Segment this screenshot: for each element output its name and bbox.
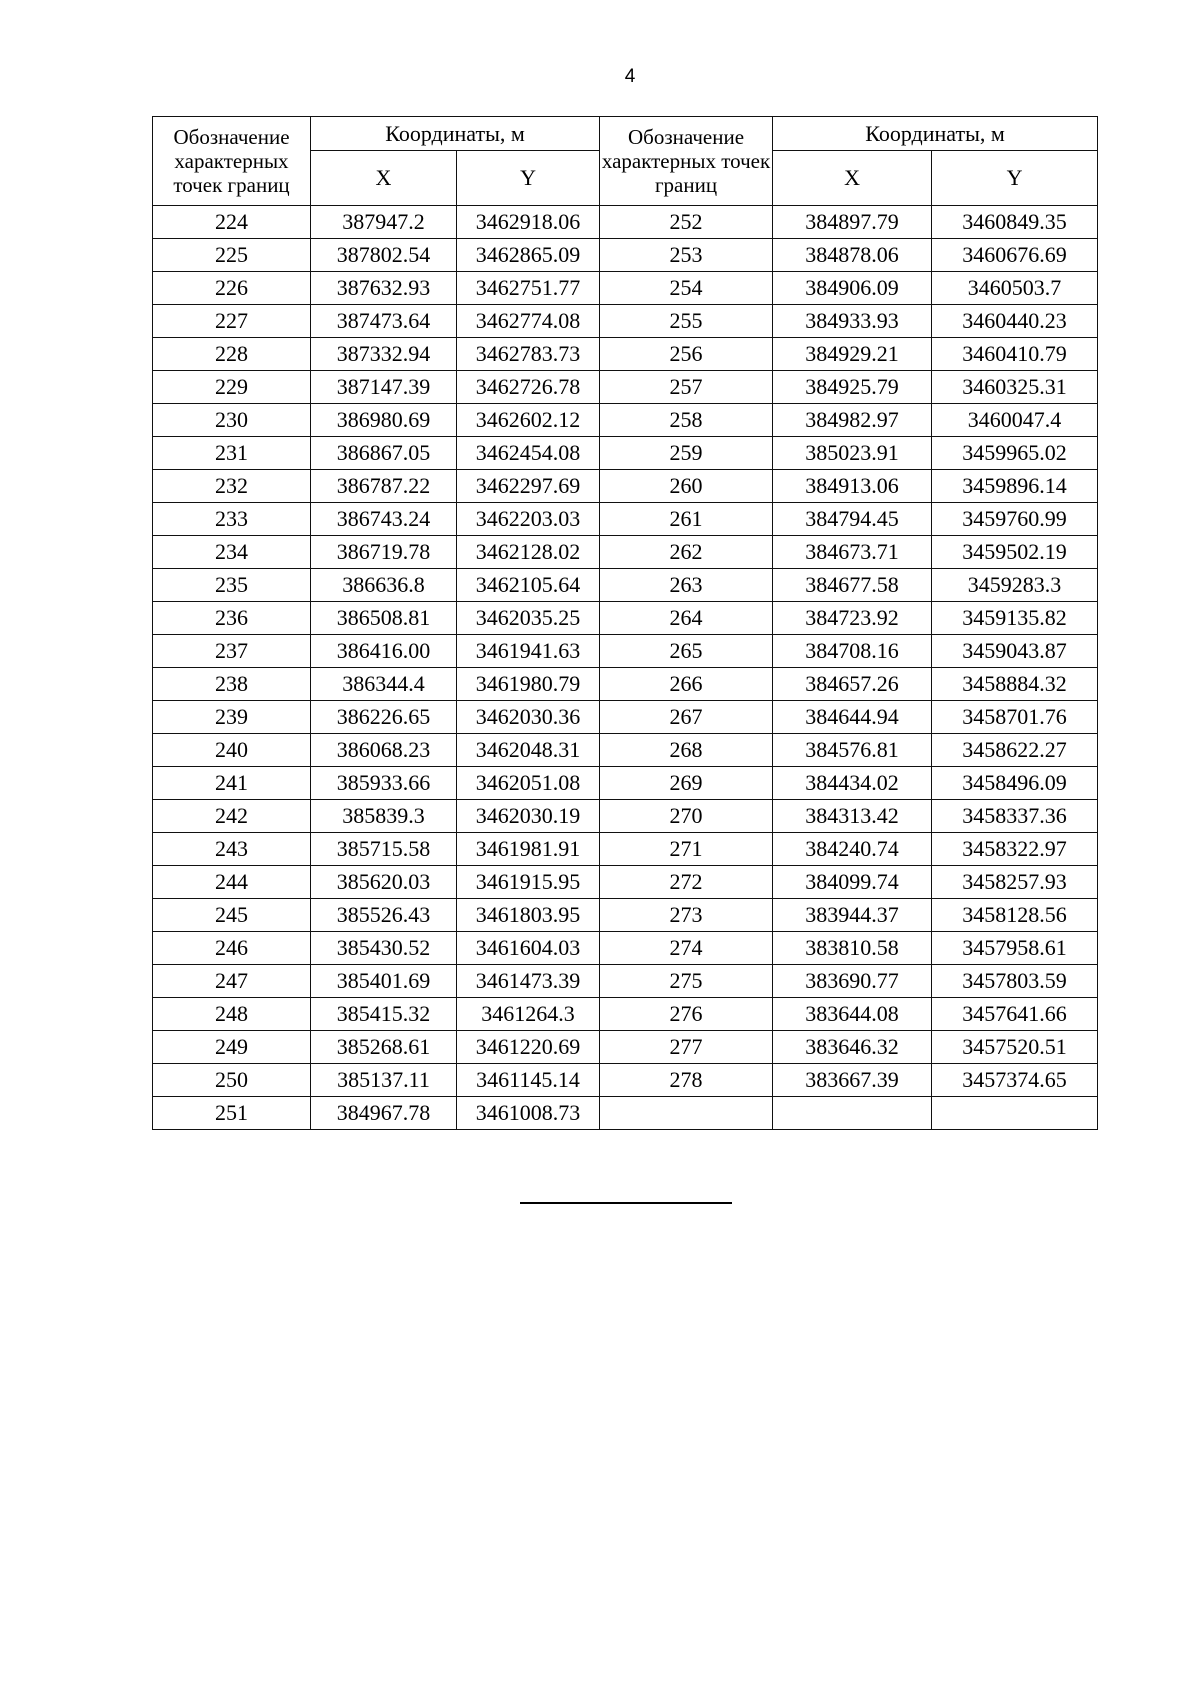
point-id-cell-left: 241 [153, 767, 311, 800]
x-coordinate-cell-left: 386980.69 [311, 404, 457, 437]
x-coordinate-cell-right: 384794.45 [773, 503, 932, 536]
y-coordinate-cell-right: 3460440.23 [932, 305, 1098, 338]
point-id-cell-right: 261 [600, 503, 773, 536]
y-coordinate-cell-left: 3462035.25 [457, 602, 600, 635]
x-coordinate-cell-left: 387802.54 [311, 239, 457, 272]
x-coordinate-cell-right: 384673.71 [773, 536, 932, 569]
y-coordinate-cell-right: 3457520.51 [932, 1031, 1098, 1064]
x-coordinate-cell-right: 384644.94 [773, 701, 932, 734]
table-row [153, 635, 1098, 668]
y-coordinate-cell-right: 3457803.59 [932, 965, 1098, 998]
page-number: 4 [624, 66, 636, 87]
y-coordinate-cell-left: 3462048.31 [457, 734, 600, 767]
point-id-cell-left: 238 [153, 668, 311, 701]
table-row [153, 668, 1098, 701]
y-coordinate-cell-right: 3458622.27 [932, 734, 1098, 767]
x-coordinate-cell-left: 386226.65 [311, 701, 457, 734]
y-coordinate-cell-right: 3457374.65 [932, 1064, 1098, 1097]
y-coordinate-cell-left: 3461604.03 [457, 932, 600, 965]
point-designation-header-left: Обозначение характерных точек границ [153, 117, 311, 206]
x-header-left: X [311, 151, 457, 206]
point-id-cell-right: 273 [600, 899, 773, 932]
table-row [153, 404, 1098, 437]
y-coordinate-cell-left: 3461145.14 [457, 1064, 600, 1097]
point-id-cell-right: 277 [600, 1031, 773, 1064]
point-id-cell-left: 249 [153, 1031, 311, 1064]
y-coordinate-cell-right: 3460503.7 [932, 272, 1098, 305]
table-row [153, 767, 1098, 800]
point-id-cell-left: 231 [153, 437, 311, 470]
point-id-cell-left: 239 [153, 701, 311, 734]
table-body [153, 206, 1098, 1130]
x-coordinate-cell-left: 385715.58 [311, 833, 457, 866]
point-id-cell-right: 271 [600, 833, 773, 866]
table-row [153, 701, 1098, 734]
x-coordinate-cell-right: 384897.79 [773, 206, 932, 239]
y-coordinate-cell-right: 3457958.61 [932, 932, 1098, 965]
point-id-cell-left: 228 [153, 338, 311, 371]
y-coordinate-cell-left: 3462454.08 [457, 437, 600, 470]
table-row [153, 272, 1098, 305]
y-coordinate-cell-right: 3460676.69 [932, 239, 1098, 272]
y-coordinate-cell-right: 3459283.3 [932, 569, 1098, 602]
table-row [153, 932, 1098, 965]
point-id-cell-right: 278 [600, 1064, 773, 1097]
point-id-cell-left: 244 [153, 866, 311, 899]
y-coordinate-cell-left: 3461980.79 [457, 668, 600, 701]
point-id-cell-right: 269 [600, 767, 773, 800]
table-row [153, 437, 1098, 470]
point-id-cell-left: 229 [153, 371, 311, 404]
y-coordinate-cell-left: 3461915.95 [457, 866, 600, 899]
x-coordinate-cell-right: 384657.26 [773, 668, 932, 701]
y-coordinate-cell-left: 3462128.02 [457, 536, 600, 569]
y-coordinate-cell-left: 3462030.36 [457, 701, 600, 734]
y-coordinate-cell-left: 3462918.06 [457, 206, 600, 239]
table-row [153, 965, 1098, 998]
y-coordinate-cell-left: 3462203.03 [457, 503, 600, 536]
x-coordinate-cell-left: 387147.39 [311, 371, 457, 404]
x-coordinate-cell-right: 384708.16 [773, 635, 932, 668]
y-coordinate-cell-left: 3461220.69 [457, 1031, 600, 1064]
point-id-cell-right: 276 [600, 998, 773, 1031]
point-id-cell-left: 227 [153, 305, 311, 338]
y-coordinate-cell-right: 3460849.35 [932, 206, 1098, 239]
y-coordinate-cell-left: 3462602.12 [457, 404, 600, 437]
point-id-cell-left: 237 [153, 635, 311, 668]
point-id-cell-right: 265 [600, 635, 773, 668]
x-coordinate-cell-right: 384982.97 [773, 404, 932, 437]
x-coordinate-cell-right: 384723.92 [773, 602, 932, 635]
point-id-cell-left: 230 [153, 404, 311, 437]
y-coordinate-cell-left: 3462865.09 [457, 239, 600, 272]
table-row [153, 536, 1098, 569]
point-id-cell-right: 257 [600, 371, 773, 404]
y-coordinate-cell-right: 3458128.56 [932, 899, 1098, 932]
table-header [153, 117, 1098, 206]
point-id-cell-right: 253 [600, 239, 773, 272]
table-row [153, 800, 1098, 833]
table-row [153, 503, 1098, 536]
point-id-cell-left: 240 [153, 734, 311, 767]
point-id-cell-left: 225 [153, 239, 311, 272]
point-id-cell-left: 224 [153, 206, 311, 239]
x-coordinate-cell-left: 386508.81 [311, 602, 457, 635]
y-coordinate-cell-left: 3462751.77 [457, 272, 600, 305]
x-coordinate-cell-right: 384925.79 [773, 371, 932, 404]
table-row [153, 1064, 1098, 1097]
point-id-cell-left: 234 [153, 536, 311, 569]
y-header-right: Y [932, 151, 1098, 206]
y-coordinate-cell-right: 3459135.82 [932, 602, 1098, 635]
point-id-cell-right: 255 [600, 305, 773, 338]
table-row [153, 569, 1098, 602]
x-coordinate-cell-right: 384913.06 [773, 470, 932, 503]
point-id-cell-left: 232 [153, 470, 311, 503]
point-id-cell-right: 272 [600, 866, 773, 899]
y-coordinate-cell-right: 3459896.14 [932, 470, 1098, 503]
point-id-cell-left: 242 [153, 800, 311, 833]
point-id-cell-left: 250 [153, 1064, 311, 1097]
x-coordinate-cell-right: 384906.09 [773, 272, 932, 305]
point-id-cell-left: 235 [153, 569, 311, 602]
x-coordinate-cell-left: 385430.52 [311, 932, 457, 965]
coordinates-header-right: Координаты, м [773, 117, 1098, 151]
x-coordinate-cell-left: 385933.66 [311, 767, 457, 800]
header-row-1 [153, 117, 1098, 151]
x-coordinate-cell-left: 387632.93 [311, 272, 457, 305]
table-row [153, 239, 1098, 272]
y-coordinate-cell-right: 3458322.97 [932, 833, 1098, 866]
coordinates-header-left: Координаты, м [311, 117, 600, 151]
point-id-cell-right: 252 [600, 206, 773, 239]
point-id-cell-left: 246 [153, 932, 311, 965]
point-id-cell-right: 258 [600, 404, 773, 437]
y-coordinate-cell-left: 3461008.73 [457, 1097, 600, 1130]
table-row [153, 305, 1098, 338]
x-coordinate-cell-right: 384677.58 [773, 569, 932, 602]
point-id-cell-right: 254 [600, 272, 773, 305]
x-coordinate-cell-left: 387473.64 [311, 305, 457, 338]
point-id-cell-right: 256 [600, 338, 773, 371]
point-id-cell-right: 264 [600, 602, 773, 635]
table-row [153, 470, 1098, 503]
y-header-left: Y [457, 151, 600, 206]
point-id-cell-right: 260 [600, 470, 773, 503]
x-coordinate-cell-right: 383667.39 [773, 1064, 932, 1097]
point-id-cell-right: 259 [600, 437, 773, 470]
x-coordinate-cell-left: 385268.61 [311, 1031, 457, 1064]
y-coordinate-cell-left: 3462774.08 [457, 305, 600, 338]
x-coordinate-cell-left: 387947.2 [311, 206, 457, 239]
point-id-cell-left: 245 [153, 899, 311, 932]
y-coordinate-cell-left: 3462030.19 [457, 800, 600, 833]
point-id-cell-right: 266 [600, 668, 773, 701]
point-id-cell-left: 233 [153, 503, 311, 536]
x-coordinate-cell-left: 386344.4 [311, 668, 457, 701]
y-coordinate-cell-right: 3458701.76 [932, 701, 1098, 734]
x-coordinate-cell-left: 386787.22 [311, 470, 457, 503]
y-coordinate-cell-left: 3461264.3 [457, 998, 600, 1031]
end-divider-line [520, 1202, 732, 1204]
table-row [153, 734, 1098, 767]
point-id-cell-right: 263 [600, 569, 773, 602]
point-id-cell-right: 262 [600, 536, 773, 569]
y-coordinate-cell-left: 3461941.63 [457, 635, 600, 668]
x-coordinate-cell-left: 386867.05 [311, 437, 457, 470]
y-coordinate-cell-right: 3459043.87 [932, 635, 1098, 668]
y-coordinate-cell-right: 3460047.4 [932, 404, 1098, 437]
y-coordinate-cell-right: 3458884.32 [932, 668, 1098, 701]
x-coordinate-cell-right: 383944.37 [773, 899, 932, 932]
x-coordinate-cell-right: 384313.42 [773, 800, 932, 833]
x-coordinate-cell-right: 384933.93 [773, 305, 932, 338]
x-coordinate-cell-left: 385526.43 [311, 899, 457, 932]
table-row [153, 998, 1098, 1031]
point-id-cell-left: 236 [153, 602, 311, 635]
x-coordinate-cell-right: 383644.08 [773, 998, 932, 1031]
table-row [153, 338, 1098, 371]
y-coordinate-cell-left: 3462297.69 [457, 470, 600, 503]
point-id-cell-left: 226 [153, 272, 311, 305]
x-coordinate-cell-right: 384099.74 [773, 866, 932, 899]
y-coordinate-cell-right: 3457641.66 [932, 998, 1098, 1031]
table-row [153, 1097, 1098, 1130]
table-row [153, 206, 1098, 239]
table-row [153, 1031, 1098, 1064]
y-coordinate-cell-left: 3461981.91 [457, 833, 600, 866]
point-id-cell-right: 274 [600, 932, 773, 965]
point-id-cell-left: 251 [153, 1097, 311, 1130]
point-id-cell-right: 268 [600, 734, 773, 767]
y-coordinate-cell-right [932, 1097, 1098, 1130]
x-coordinate-cell-left: 385415.32 [311, 998, 457, 1031]
x-coordinate-cell-right: 384929.21 [773, 338, 932, 371]
x-coordinate-cell-left: 386068.23 [311, 734, 457, 767]
point-id-cell-right [600, 1097, 773, 1130]
point-id-cell-left: 247 [153, 965, 311, 998]
x-coordinate-cell-right: 384878.06 [773, 239, 932, 272]
y-coordinate-cell-right: 3459760.99 [932, 503, 1098, 536]
table-row [153, 602, 1098, 635]
x-coordinate-cell-left: 386416.00 [311, 635, 457, 668]
point-id-cell-right: 267 [600, 701, 773, 734]
y-coordinate-cell-left: 3462726.78 [457, 371, 600, 404]
x-coordinate-cell-left: 384967.78 [311, 1097, 457, 1130]
point-id-cell-right: 275 [600, 965, 773, 998]
y-coordinate-cell-left: 3461803.95 [457, 899, 600, 932]
table-row [153, 899, 1098, 932]
coordinates-table [152, 116, 1098, 1130]
y-coordinate-cell-right: 3460410.79 [932, 338, 1098, 371]
x-coordinate-cell-right: 385023.91 [773, 437, 932, 470]
y-coordinate-cell-right: 3459965.02 [932, 437, 1098, 470]
table-row [153, 371, 1098, 404]
table-row [153, 866, 1098, 899]
x-coordinate-cell-right: 384576.81 [773, 734, 932, 767]
x-coordinate-cell-left: 385620.03 [311, 866, 457, 899]
x-coordinate-cell-left: 386636.8 [311, 569, 457, 602]
x-coordinate-cell-left: 385401.69 [311, 965, 457, 998]
point-id-cell-right: 270 [600, 800, 773, 833]
x-coordinate-cell-right: 383646.32 [773, 1031, 932, 1064]
y-coordinate-cell-right: 3458496.09 [932, 767, 1098, 800]
table-row [153, 833, 1098, 866]
y-coordinate-cell-right: 3458337.36 [932, 800, 1098, 833]
point-id-cell-left: 248 [153, 998, 311, 1031]
x-coordinate-cell-left: 386743.24 [311, 503, 457, 536]
x-coordinate-cell-right: 384434.02 [773, 767, 932, 800]
x-coordinate-cell-left: 386719.78 [311, 536, 457, 569]
x-coordinate-cell-left: 385137.11 [311, 1064, 457, 1097]
x-coordinate-cell-right [773, 1097, 932, 1130]
x-coordinate-cell-right: 384240.74 [773, 833, 932, 866]
point-id-cell-left: 243 [153, 833, 311, 866]
x-coordinate-cell-right: 383810.58 [773, 932, 932, 965]
y-coordinate-cell-right: 3458257.93 [932, 866, 1098, 899]
point-designation-header-right: Обозначение характерных точек границ [600, 117, 773, 206]
x-coordinate-cell-left: 387332.94 [311, 338, 457, 371]
y-coordinate-cell-left: 3462105.64 [457, 569, 600, 602]
x-coordinate-cell-right: 383690.77 [773, 965, 932, 998]
y-coordinate-cell-left: 3462051.08 [457, 767, 600, 800]
y-coordinate-cell-right: 3460325.31 [932, 371, 1098, 404]
x-coordinate-cell-left: 385839.3 [311, 800, 457, 833]
y-coordinate-cell-left: 3462783.73 [457, 338, 600, 371]
x-header-right: X [773, 151, 932, 206]
y-coordinate-cell-right: 3459502.19 [932, 536, 1098, 569]
y-coordinate-cell-left: 3461473.39 [457, 965, 600, 998]
